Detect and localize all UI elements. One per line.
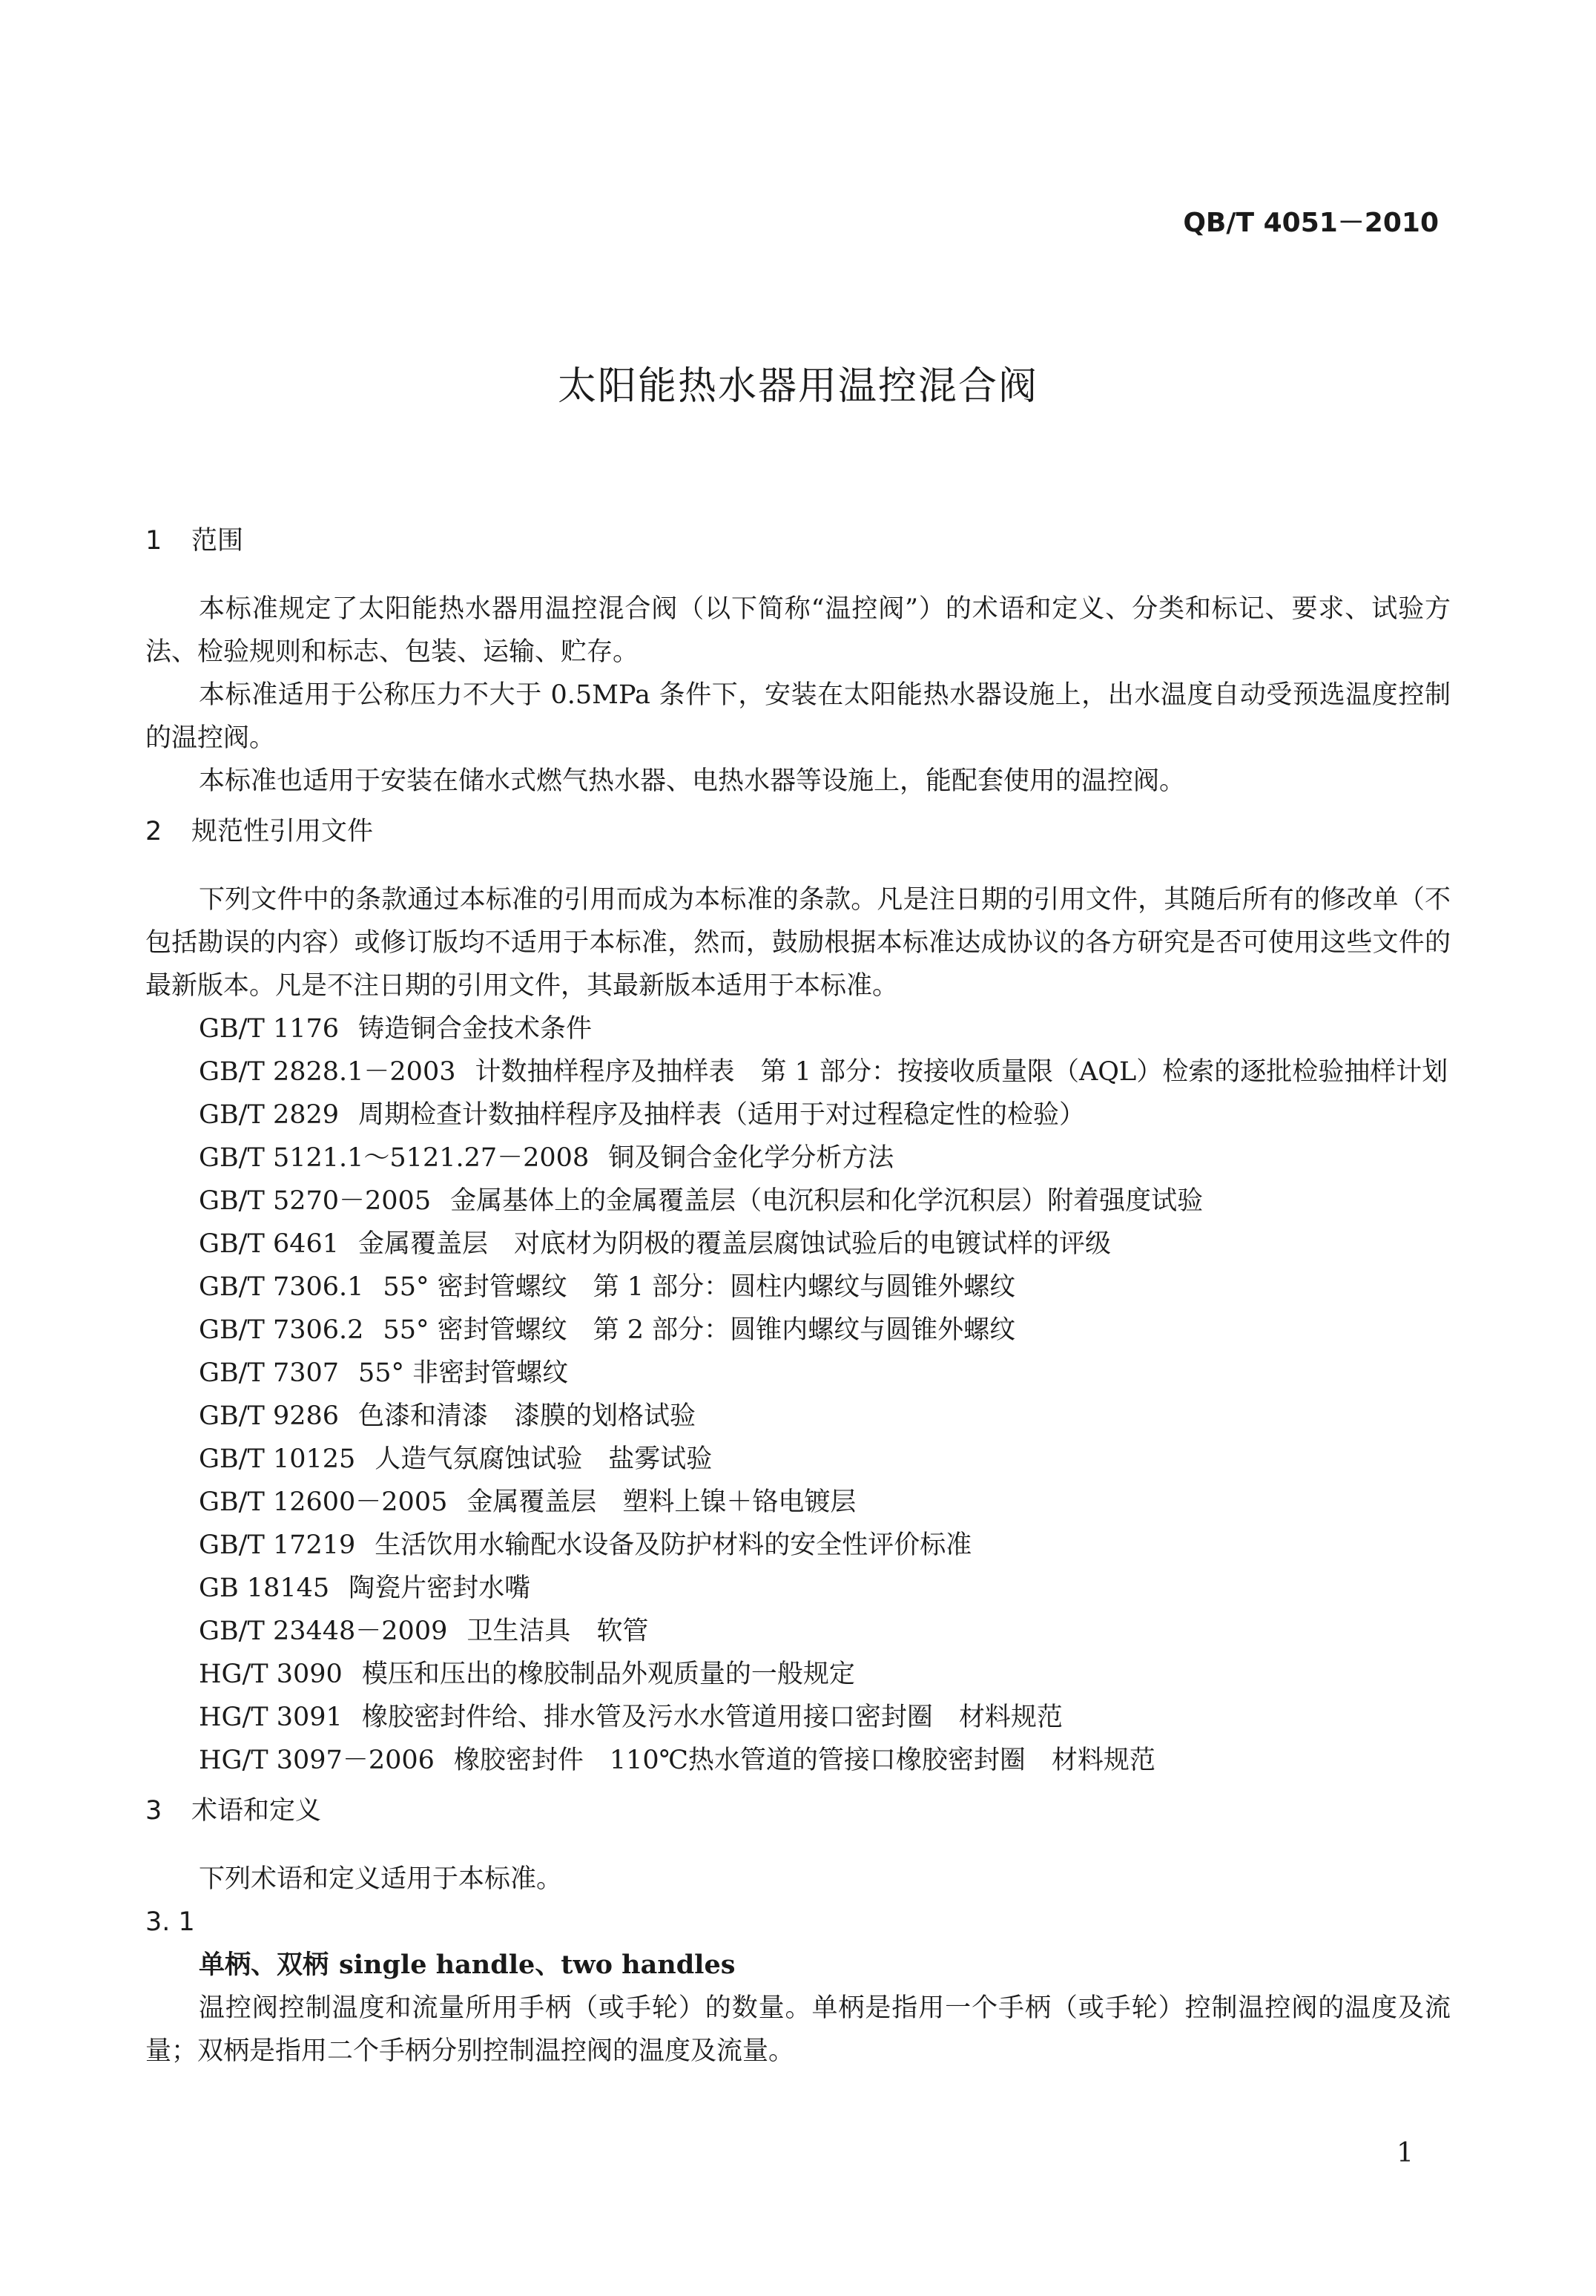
reference-item — [145, 1093, 1451, 1137]
reference-code: HG/T 3091 — [199, 1703, 343, 1732]
reference-item — [145, 1739, 1451, 1782]
term-number: 3. 1 — [145, 1907, 195, 1937]
reference-item — [145, 1653, 1451, 1696]
term-name — [145, 1944, 1451, 1987]
reference-item — [145, 1567, 1451, 1610]
reference-item — [145, 1395, 1451, 1438]
reference-title: 铜及铜合金化学分析方法 — [608, 1143, 894, 1173]
reference-code: GB/T 23448－2009 — [199, 1616, 448, 1646]
reference-title: 55° 密封管螺纹 第 1 部分：圆柱内螺纹与圆锥外螺纹 — [383, 1272, 1016, 1302]
reference-item — [145, 1524, 1451, 1567]
reference-code: GB/T 7307 — [199, 1358, 340, 1388]
section-number: 3 — [145, 1796, 162, 1826]
reference-title: 橡胶密封件 110℃热水管道的管接口橡胶密封圈 材料规范 — [453, 1746, 1155, 1775]
section-title: 术语和定义 — [191, 1796, 322, 1826]
reference-code: GB/T 2829 — [199, 1100, 340, 1130]
reference-title: 周期检查计数抽样程序及抽样表（适用于对过程稳定性的检验） — [358, 1100, 1086, 1130]
paragraph: 本标准适用于公称压力不大于 0.5MPa 条件下，安装在太阳能热水器设施上，出水温度自动受预选温度控制的温控阀。 — [145, 680, 1451, 753]
reference-title: 铸造铜合金技术条件 — [358, 1014, 593, 1044]
reference-code: GB/T 1176 — [199, 1014, 340, 1044]
section-3-heading — [145, 1789, 1451, 1832]
reference-code: GB/T 9286 — [199, 1401, 340, 1431]
reference-item — [145, 1610, 1451, 1653]
reference-item — [145, 1007, 1451, 1050]
reference-title: 卫生洁具 软管 — [466, 1616, 649, 1646]
reference-title: 金属覆盖层 对底材为阴极的覆盖层腐蚀试验后的电镀试样的评级 — [358, 1229, 1112, 1259]
reference-code: GB 18145 — [199, 1573, 330, 1603]
reference-title: 55° 非密封管螺纹 — [358, 1358, 569, 1388]
term-zh: 单柄、双柄 — [199, 1950, 329, 1980]
reference-title: 金属基体上的金属覆盖层（电沉积层和化学沉积层）附着强度试验 — [450, 1186, 1204, 1216]
reference-item — [145, 1223, 1451, 1266]
standard-code: QB/T 4051－2010 — [1183, 208, 1439, 238]
term-definition: 温控阀控制温度和流量所用手柄（或手轮）的数量。单柄是指用一个手柄（或手轮）控制温控阀的温度及流量；双柄是指用二个手柄分别控制温控阀的温度及流量。 — [145, 1993, 1451, 2066]
reference-code: GB/T 7306.1 — [199, 1272, 364, 1302]
reference-title: 生活饮用水输配水设备及防护材料的安全性评价标准 — [375, 1530, 972, 1560]
section-title: 规范性引用文件 — [191, 817, 374, 846]
reference-item — [145, 1696, 1451, 1739]
reference-title: 模压和压出的橡胶制品外观质量的一般规定 — [361, 1659, 855, 1689]
page-number: 1 — [1396, 2138, 1414, 2168]
reference-item — [145, 1137, 1451, 1180]
paragraph: 下列文件中的条款通过本标准的引用而成为本标准的条款。凡是注日期的引用文件，其随后所有的修改单（不包括勘误的内容）或修订版均不适用于本标准，然而，鼓励根据本标准达成协议的各方研究是否可使用这些文件的最新版本。凡是不注日期的引用文件，其最新版本适用于本标准。 — [145, 885, 1451, 1001]
reference-item — [145, 1352, 1451, 1395]
term-en: single handle、two handles — [339, 1950, 736, 1980]
reference-title: 橡胶密封件给、排水管及污水水管道用接口密封圈 材料规范 — [361, 1703, 1063, 1732]
reference-title: 色漆和清漆 漆膜的划格试验 — [358, 1401, 696, 1431]
reference-code: GB/T 2828.1－2003 — [199, 1057, 456, 1087]
reference-item — [145, 1180, 1451, 1223]
reference-code: GB/T 10125 — [199, 1444, 356, 1474]
reference-code: GB/T 6461 — [199, 1229, 340, 1259]
reference-title: 55° 密封管螺纹 第 2 部分：圆锥内螺纹与圆锥外螺纹 — [383, 1315, 1016, 1345]
document-title: 太阳能热水器用温控混合阀 — [557, 364, 1038, 409]
reference-item — [145, 1050, 1451, 1093]
section-1-heading — [145, 519, 1451, 562]
reference-code: HG/T 3097－2006 — [199, 1746, 435, 1775]
reference-code: GB/T 17219 — [199, 1530, 356, 1560]
reference-code: GB/T 12600－2005 — [199, 1487, 448, 1517]
reference-code: GB/T 5121.1～5121.27－2008 — [199, 1143, 590, 1173]
section-number: 2 — [145, 817, 162, 846]
reference-title: 人造气氛腐蚀试验 盐雾试验 — [375, 1444, 713, 1474]
reference-title: 计数抽样程序及抽样表 第 1 部分：按接收质量限（AQL）检索的逐批检验抽样计划 — [475, 1057, 1448, 1087]
reference-code: HG/T 3090 — [199, 1659, 343, 1689]
section-number: 1 — [145, 526, 162, 556]
reference-item — [145, 1438, 1451, 1481]
reference-item — [145, 1309, 1451, 1352]
reference-item — [145, 1266, 1451, 1309]
section-title: 范围 — [191, 526, 244, 556]
paragraph: 本标准规定了太阳能热水器用温控混合阀（以下简称“温控阀”）的术语和定义、分类和标记、要求、试验方法、检验规则和标志、包装、运输、贮存。 — [145, 594, 1451, 667]
reference-code: GB/T 5270－2005 — [199, 1186, 432, 1216]
reference-list — [145, 1007, 1451, 1782]
paragraph: 本标准也适用于安装在储水式燃气热水器、电热水器等设施上，能配套使用的温控阀。 — [199, 766, 1186, 796]
reference-title: 金属覆盖层 塑料上镍＋铬电镀层 — [466, 1487, 857, 1517]
document-body — [145, 519, 1451, 2073]
paragraph: 下列术语和定义适用于本标准。 — [199, 1864, 563, 1894]
reference-title: 陶瓷片密封水嘴 — [349, 1573, 531, 1603]
reference-code: GB/T 7306.2 — [199, 1315, 364, 1345]
reference-item — [145, 1481, 1451, 1524]
section-2-heading — [145, 810, 1451, 853]
